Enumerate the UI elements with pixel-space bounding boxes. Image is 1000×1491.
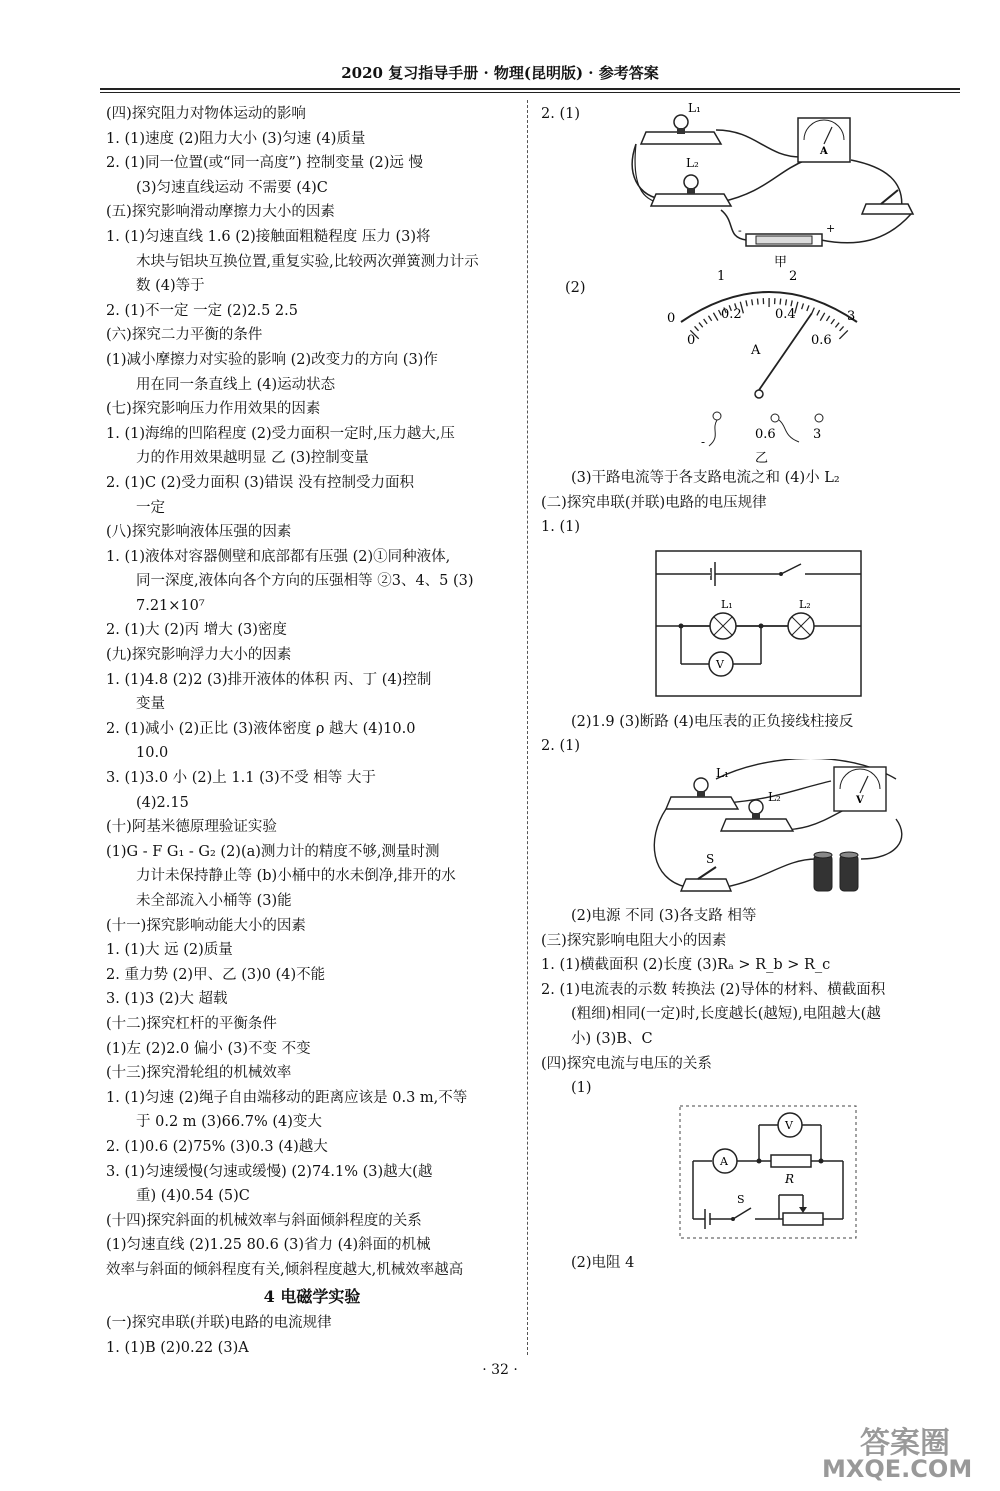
text-line: 同一深度,液体向各个方向的压强相等 ②3、4、5 (3)	[136, 573, 474, 590]
voltmeter-label: V	[716, 657, 724, 671]
dial-tick	[713, 313, 717, 321]
text-line: 2. (1)同一位置(或“同一高度”) 控制变量 (2)远 慢	[106, 155, 423, 172]
text-line: 3. (1)3 (2)大 超载	[106, 991, 228, 1008]
text-line: 1. (1)B (2)0.22 (3)A	[106, 1339, 249, 1356]
figure-series-schematic	[541, 540, 956, 710]
text-line: 2. (1)C (2)受力面积 (3)错误 没有控制受力面积	[106, 474, 414, 491]
text-line: 效率与斜面的倾斜程度有关,倾斜程度越大,机械效率越高	[106, 1261, 464, 1278]
right-column	[541, 102, 956, 1275]
text-line: 7.21×10⁷	[136, 597, 205, 614]
dial-tick	[826, 316, 829, 321]
text-line: 2. (1)不一定 一定 (2)2.5 2.5	[106, 302, 298, 319]
text-line: 小) (3)B、C	[571, 1030, 653, 1047]
watermark-logo: 答案圈	[860, 1426, 950, 1461]
ammeter-label: A	[720, 1154, 728, 1168]
column-divider	[527, 100, 528, 1355]
circuit-schematic-1	[651, 546, 871, 706]
text-line: 木块与铝块互换位置,重复实验,比较两次弹簧测力计示	[136, 253, 479, 270]
page-number: · 32 ·	[482, 1362, 518, 1378]
text-line: (一)探究串联(并联)电路的电流规律	[106, 1315, 332, 1332]
label-plus: +	[826, 222, 836, 235]
text-line: 2. (1)大 (2)丙 增大 (3)密度	[106, 622, 287, 639]
ammeter-dial	[651, 270, 911, 466]
figure-current-voltage	[541, 1101, 956, 1251]
text-line: 1. (1)横截面积 (2)长度 (3)Rₐ > R_b > R_c	[541, 957, 831, 974]
text-line: (粗细)相同(一定)时,长度越长(越短),电阻越大(越	[571, 1006, 881, 1023]
figure-caption-yi: 乙	[755, 451, 769, 466]
text-line: 2. (1)电流表的示数 转换法 (2)导体的材料、横截面积	[541, 981, 886, 998]
text-line: (九)探究影响浮力大小的因素	[106, 647, 292, 664]
dial-tick	[752, 299, 753, 305]
text-line: (六)探究二力平衡的条件	[106, 327, 263, 344]
text-line: 1. (1)匀速直线 1.6 (2)接触面粗糙程度 压力 (3)将	[106, 228, 431, 245]
text-line: 1. (1)液体对容器侧壁和底部都有压强 (2)①同种液体,	[106, 548, 451, 565]
text-line: (八)探究影响液体压强的因素	[106, 524, 292, 541]
text-line: 3. (1)3.0 小 (2)上 1.1 (3)不受 相等 大于	[106, 770, 376, 787]
figure-jia	[541, 102, 956, 270]
text-line: 于 0.2 m (3)66.7% (4)变大	[136, 1114, 322, 1131]
voltmeter-label: V	[785, 1118, 793, 1132]
voltmeter-label: V	[856, 794, 864, 806]
text-line: 2. 重力势 (2)甲、乙 (3)0 (4)不能	[106, 966, 326, 983]
text-line: 未全部流入小桶等 (3)能	[136, 893, 292, 909]
dial-tick	[704, 319, 708, 324]
text-line: 1. (1)匀速 (2)绳子自由端移动的距离应该是 0.3 m,不等	[106, 1089, 468, 1106]
dial-tick	[786, 299, 787, 305]
dial-tick	[840, 326, 844, 330]
tick-top-3: 3	[847, 309, 856, 324]
dial-tick	[835, 323, 839, 328]
left-column	[106, 102, 518, 1360]
dial-tick	[757, 299, 758, 305]
circuit-diagram-jia	[626, 102, 956, 270]
text-line: 1. (1)速度 (2)阻力大小 (3)匀速 (4)质量	[106, 130, 366, 147]
dial-tick	[699, 323, 703, 328]
tick-top-0: 0	[667, 311, 676, 326]
resistor-label: R	[785, 1171, 795, 1186]
circuit-diagram-physical	[646, 759, 926, 904]
label-l1: L₁	[688, 102, 701, 115]
dial-tick	[820, 313, 824, 321]
terminal-0-6: 0.6	[755, 427, 776, 442]
tick-bottom-0: 0	[687, 333, 696, 348]
dial-tick	[831, 319, 835, 324]
text-line: 1. (1)4.8 (2)2 (3)排开液体的体积 丙、丁 (4)控制	[106, 671, 432, 688]
header-rule-thin	[100, 92, 960, 93]
text-line: 力的作用效果越明显 乙 (3)控制变量	[136, 450, 369, 467]
terminal-3: 3	[813, 427, 822, 442]
dial-tick	[708, 316, 711, 321]
text-line: (四)探究阻力对物体运动的影响	[106, 106, 306, 122]
text-line: (3)干路电流等于各支路电流之和 (4)小 L₂	[571, 470, 840, 486]
text-line: (十三)探究滑轮组的机械效率	[106, 1065, 292, 1082]
page-header: 2020 复习指导手册 · 物理(昆明版) · 参考答案	[341, 64, 659, 82]
watermark-url: MXQE.COM	[822, 1455, 973, 1483]
text-line: 重) (4)0.54 (5)C	[136, 1188, 250, 1205]
text-line: 2. (1)	[541, 738, 580, 755]
figure-parallel-physical	[541, 759, 956, 904]
tick-top-1: 1	[717, 270, 726, 284]
text-line: (三)探究影响电阻大小的因素	[541, 932, 727, 949]
text-line: 用在同一条直线上 (4)运动状态	[136, 376, 336, 393]
terminal-minus: -	[701, 435, 706, 449]
text-line: (十四)探究斜面的机械效率与斜面倾斜程度的关系	[106, 1212, 422, 1229]
header-rule	[100, 88, 960, 90]
text-line: (1)减小摩擦力对实验的影响 (2)改变力的方向 (3)作	[106, 351, 438, 368]
dial-tick	[802, 303, 804, 309]
circuit-schematic-2	[679, 1105, 859, 1245]
text-line: 1. (1)大 远 (2)质量	[106, 942, 233, 959]
dial-tick	[817, 310, 820, 315]
tick-top-2: 2	[789, 270, 798, 284]
text-line: 2. (1)0.6 (2)75% (3)0.3 (4)越大	[106, 1138, 328, 1155]
text-line: (十一)探究影响动能大小的因素	[106, 917, 306, 934]
text-line: 变量	[136, 696, 165, 713]
label-minus: -	[738, 224, 742, 237]
switch-label: S	[737, 1192, 745, 1206]
dial-tick	[791, 300, 792, 306]
text-line: (2)电阻 4	[571, 1254, 635, 1271]
label-switch: S	[706, 851, 715, 866]
label-l2: L₂	[799, 597, 811, 611]
text-line: (2)1.9 (3)断路 (4)电压表的正负接线柱接反	[571, 713, 854, 730]
figure-caption-jia: 甲	[774, 255, 788, 270]
text-line: (1)匀速直线 (2)1.25 80.6 (3)省力 (4)斜面的机械	[106, 1237, 431, 1254]
text-line: 10.0	[136, 745, 169, 762]
text-line: (3)匀速直线运动 不需要 (4)C	[136, 179, 328, 196]
text-line: 1. (1)	[541, 519, 580, 536]
text-line: (1)左 (2)2.0 偏小 (3)不变 不变	[106, 1040, 311, 1057]
label-ammeter: A	[820, 146, 828, 157]
text-line: 3. (1)匀速缓慢(匀速或缓慢) (2)74.1% (3)越大(越	[106, 1163, 433, 1180]
tick-bottom-3: 0.6	[811, 333, 832, 348]
label-l2: L₂	[686, 156, 699, 170]
tick-bottom-1: 0.2	[721, 307, 742, 322]
dial-tick	[812, 308, 814, 313]
dial-tick	[839, 330, 847, 339]
text-line: 数 (4)等于	[136, 278, 205, 295]
text-line: (二)探究串联(并联)电路的电压规律	[541, 494, 767, 511]
text-line: (十二)探究杠杆的平衡条件	[106, 1015, 277, 1032]
section-title: 4 电磁学实验	[263, 1286, 361, 1306]
text-line: (1)G - F G₁ - G₂ (2)(a)测力计的精度不够,测量时测	[106, 843, 440, 860]
dial-tick	[780, 299, 781, 305]
unit-label: A	[751, 343, 761, 358]
text-line: (五)探究影响滑动摩擦力大小的因素	[106, 204, 335, 221]
label-l1: L₁	[716, 765, 729, 780]
question-label: 2. (1)	[541, 106, 580, 122]
text-line: (2)电源 不同 (3)各支路 相等	[571, 907, 757, 924]
text-line: (1)	[571, 1080, 592, 1097]
meter-pointer	[759, 313, 812, 390]
text-line: 1. (1)海绵的凹陷程度 (2)受力面积一定时,压力越大,压	[106, 425, 455, 442]
text-line: 一定	[136, 499, 165, 516]
dial-tick	[746, 300, 747, 306]
tick-bottom-2: 0.4	[775, 307, 796, 322]
text-line: (十)阿基米德原理验证实验	[106, 819, 277, 836]
text-line: (四)探究电流与电压的关系	[541, 1055, 712, 1072]
question-label: (2)	[565, 280, 586, 296]
text-line: (七)探究影响压力作用效果的因素	[106, 401, 321, 418]
dial-tick	[807, 305, 809, 311]
label-l2: L₂	[768, 789, 781, 804]
label-l1: L₁	[721, 597, 733, 611]
figure-yi	[541, 270, 956, 466]
text-line: 力计未保持静止等 (b)小桶中的水未倒净,排开的水	[136, 868, 456, 885]
text-line: 2. (1)减小 (2)正比 (3)液体密度 ρ 越大 (4)10.0	[106, 720, 416, 737]
dial-tick	[695, 326, 699, 330]
text-line: (4)2.15	[136, 794, 189, 811]
